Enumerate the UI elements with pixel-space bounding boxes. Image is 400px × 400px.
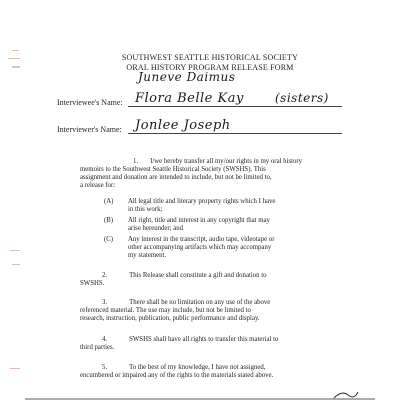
item-a: (A) All legal title and literary property rights which I have in this work; [104, 198, 276, 213]
interviewee-name: Flora Belle Kay [135, 91, 244, 106]
interviewee-underline [128, 106, 342, 107]
interviewer-label: Interviewer's Name: [57, 125, 122, 134]
section-4: 4. SWSHS shall have all rights to transfer this material to third parties. [80, 336, 279, 351]
form-title: ORAL HISTORY PROGRAM RELEASE FORM [126, 63, 294, 72]
section-2: 2. This Release shall constitute a gift and donation to SWSHS. [80, 272, 267, 287]
margin-mark [10, 250, 20, 251]
item-a-tag: (A) [104, 198, 114, 205]
org-heading: SOUTHWEST SEATTLE HISTORICAL SOCIETY [121, 53, 299, 62]
interviewee-label: Interviewee's Name: [57, 98, 123, 107]
margin-mark [10, 368, 20, 369]
section-4-number: 4. [102, 336, 108, 343]
section-1: 1. I/we hereby transfer all my/our rights in my oral history memoirs to the Southwest Seattle Historical Society (SWSHS). This assignment and donation are intended to include, but not be limited to, a release for: [80, 158, 303, 189]
margin-mark [12, 50, 19, 51]
section-5-number: 5. [102, 364, 108, 371]
item-b-tag: (B) [104, 217, 114, 224]
handwritten-name: Juneve Daimus [138, 70, 236, 84]
section-2-number: 2. [102, 272, 108, 279]
item-c: (C) Any interest in the transcript, audio tape, videotape or other accompanying artifacts which may accompany my statement. [104, 236, 275, 259]
section-3-number: 3. [102, 299, 108, 306]
section-3: 3. There shall be no limitation on any use of the above referenced material. The use may include, but not be limited to research, instruction, publication, public performance and display. [80, 299, 271, 322]
pen-stroke-mark [330, 386, 360, 400]
interviewer-underline [128, 133, 342, 134]
item-b: (B) All right, title and interest in any copyright that may arise hereunder; and [104, 217, 270, 232]
section-1-number: 1. [133, 158, 139, 165]
interviewee-note: (sisters) [275, 91, 329, 105]
item-c-tag: (C) [104, 236, 114, 243]
interviewer-name: Jonlee Joseph [135, 118, 231, 133]
margin-mark [12, 264, 20, 265]
section-5: 5. To the best of my knowledge, I have not assigned, encumbered or impaired any of the rights to the materials stated above. [80, 364, 274, 379]
